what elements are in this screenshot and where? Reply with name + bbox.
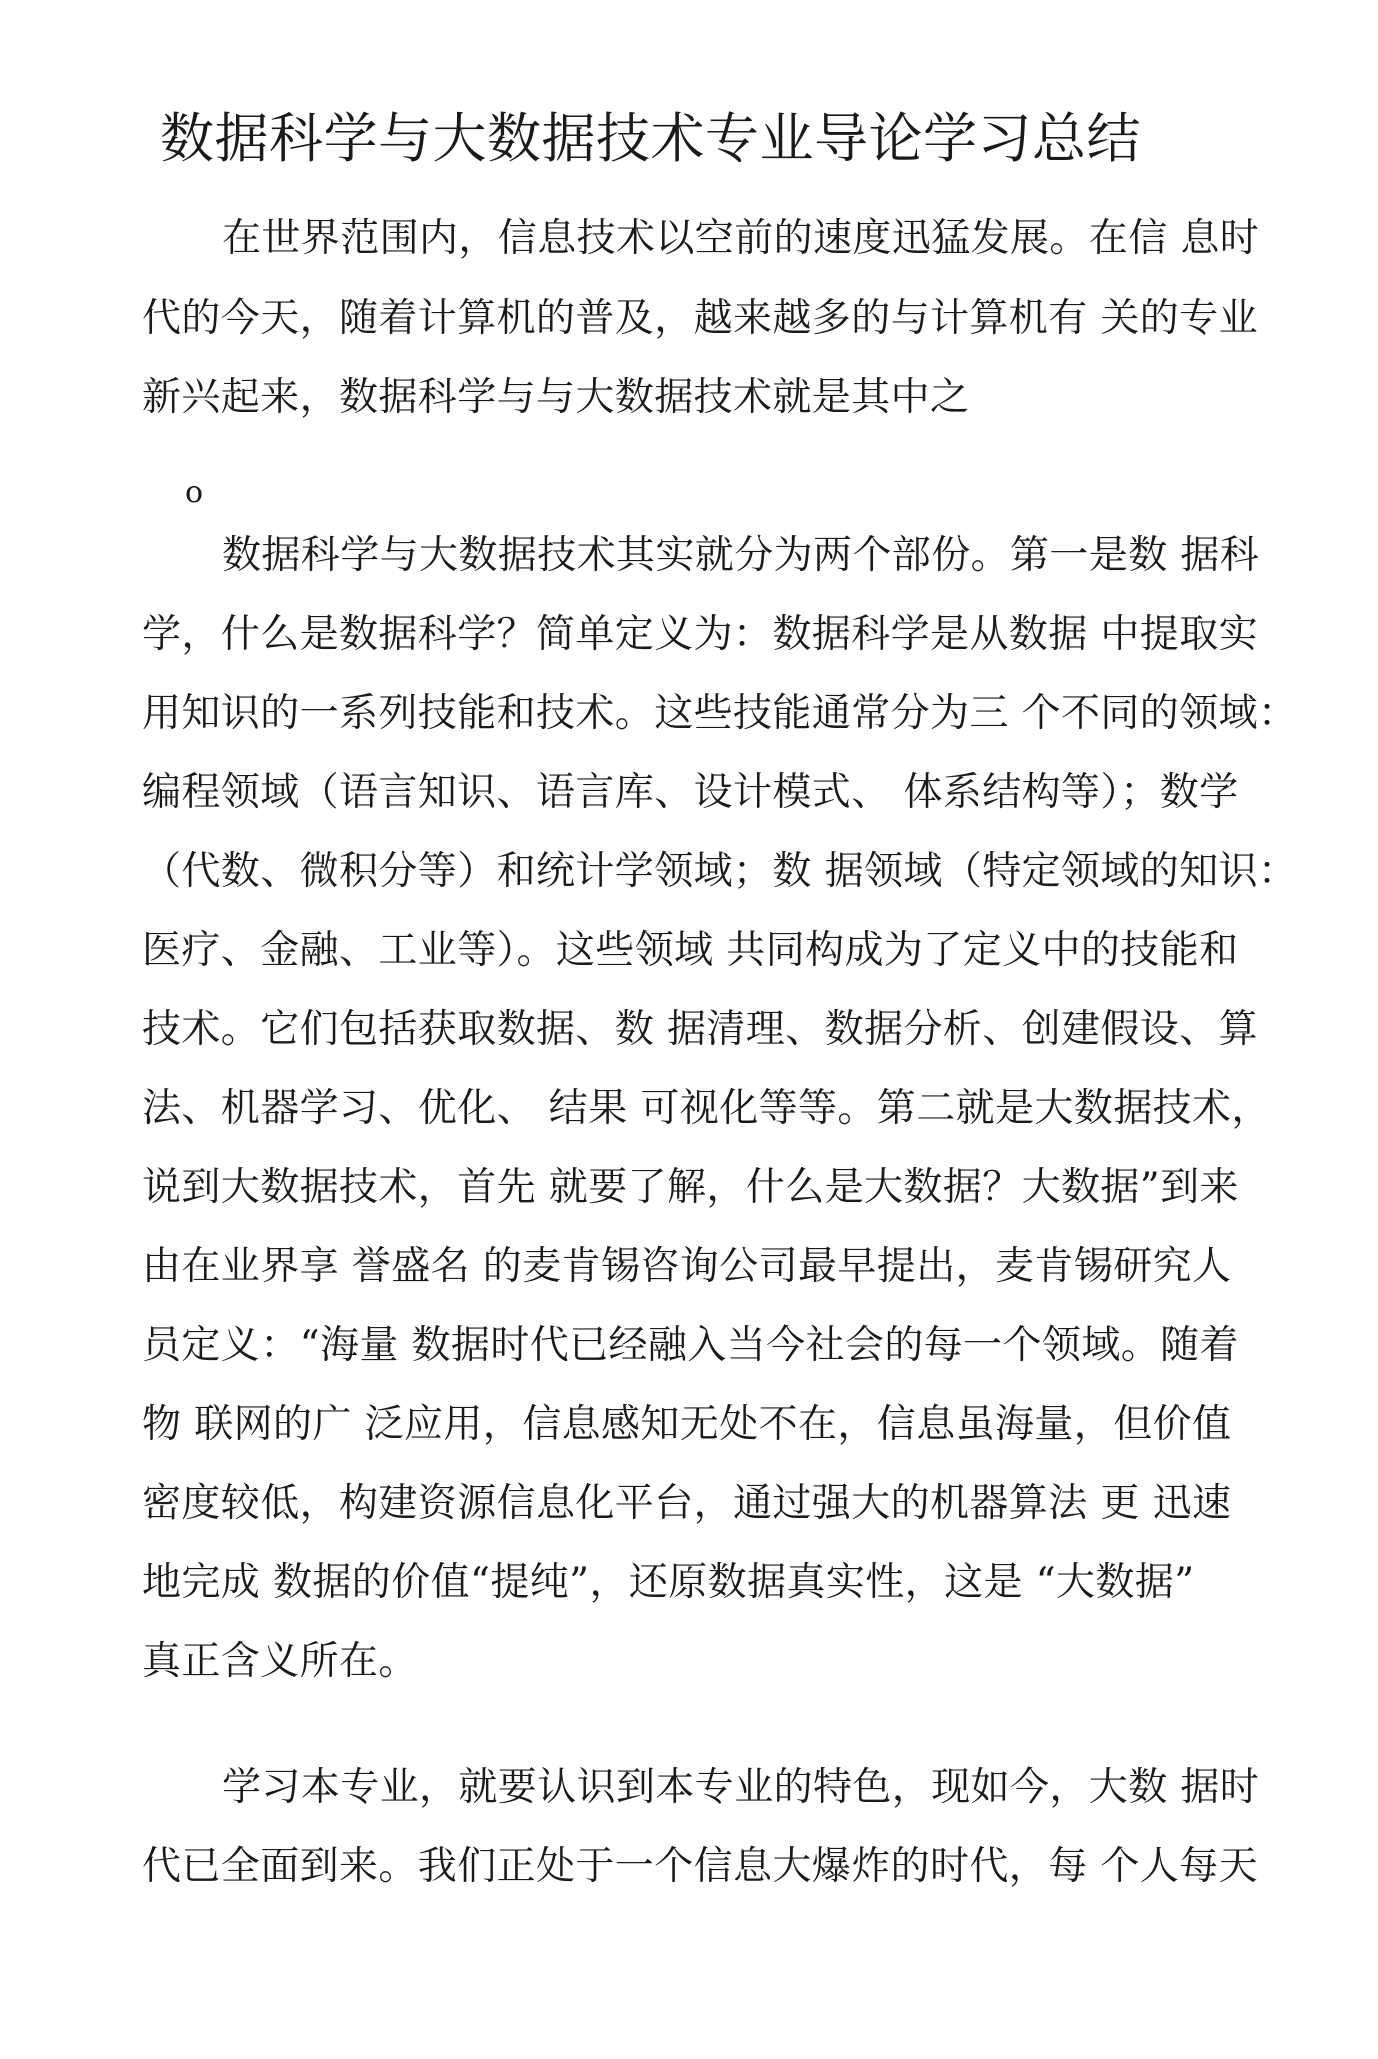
paragraph-2-line-14: 地完成 数据的价值“提纯”，还原数据真实性，这是 “大数据” — [142, 1560, 1195, 1605]
paragraph-1-line-3: 新兴起来，数据科学与与大数据技术就是其中之 — [142, 375, 970, 420]
paragraph-1-line-1: 在世界范围内，信息技术以空前的速度迅猛发展。在信 息时 — [222, 216, 1260, 261]
paragraph-1-line-2: 代的今天，随着计算机的普及，越来越多的与计算机有 关的专业 — [142, 296, 1258, 341]
paragraph-2-line-8: 法、机器学习、优化、 结果 可视化等等。第二就是大数据技术， — [142, 1086, 1271, 1131]
paragraph-2-line-7: 技术。它们包括获取数据、数 据清理、数据分析、创建假设、算 — [142, 1007, 1258, 1052]
paragraph-2-line-5: （代数、微积分等）和统计学领域；数 据领域（特定领域的知识： — [142, 849, 1298, 894]
paragraph-2-line-2: 学，什么是数据科学？简单定义为：数据科学是从数据 中提取实 — [142, 612, 1258, 657]
paragraph-2-line-3: 用知识的一系列技能和技术。这些技能通常分为三 个不同的领域： — [142, 691, 1298, 736]
paragraph-2-line-15: 真正含义所在。 — [142, 1639, 418, 1684]
document-title: 数据科学与大数据技术专业导论学习总结 — [160, 107, 1141, 170]
paragraph-2-line-1: 数据科学与大数据技术其实就分为两个部份。第一是数 据科 — [222, 533, 1260, 578]
paragraph-1-trailing-mark: o — [185, 475, 204, 510]
paragraph-2-line-9: 说到大数据技术，首先 就要了解，什么是大数据？大数据”到来 — [142, 1165, 1239, 1210]
paragraph-2-line-13: 密度较低，构建资源信息化平台，通过强大的机器算法 更 迅速 — [142, 1481, 1232, 1526]
paragraph-2-line-6: 医疗、金融、工业等）。这些领域 共同构成为了定义中的技能和 — [142, 928, 1239, 973]
paragraph-2-line-4: 编程领域（语言知识、语言库、设计模式、 体系结构等）；数学 — [142, 770, 1239, 815]
paragraph-3-line-1: 学习本专业，就要认识到本专业的特色，现如今，大数 据时 — [222, 1765, 1260, 1810]
paragraph-2-line-12: 物 联网的广 泛应用，信息感知无处不在，信息虽海量，但价值 — [142, 1402, 1232, 1447]
paragraph-3-line-2: 代已全面到来。我们正处于一个信息大爆炸的时代，每 个人每天 — [142, 1844, 1258, 1889]
paragraph-2-line-10: 由在业界享 誉盛名 的麦肯锡咨询公司最早提出，麦肯锡研究人 — [142, 1244, 1232, 1289]
paragraph-2-line-11: 员定义：“海量 数据时代已经融入当今社会的每一个领域。随着 — [142, 1323, 1239, 1368]
